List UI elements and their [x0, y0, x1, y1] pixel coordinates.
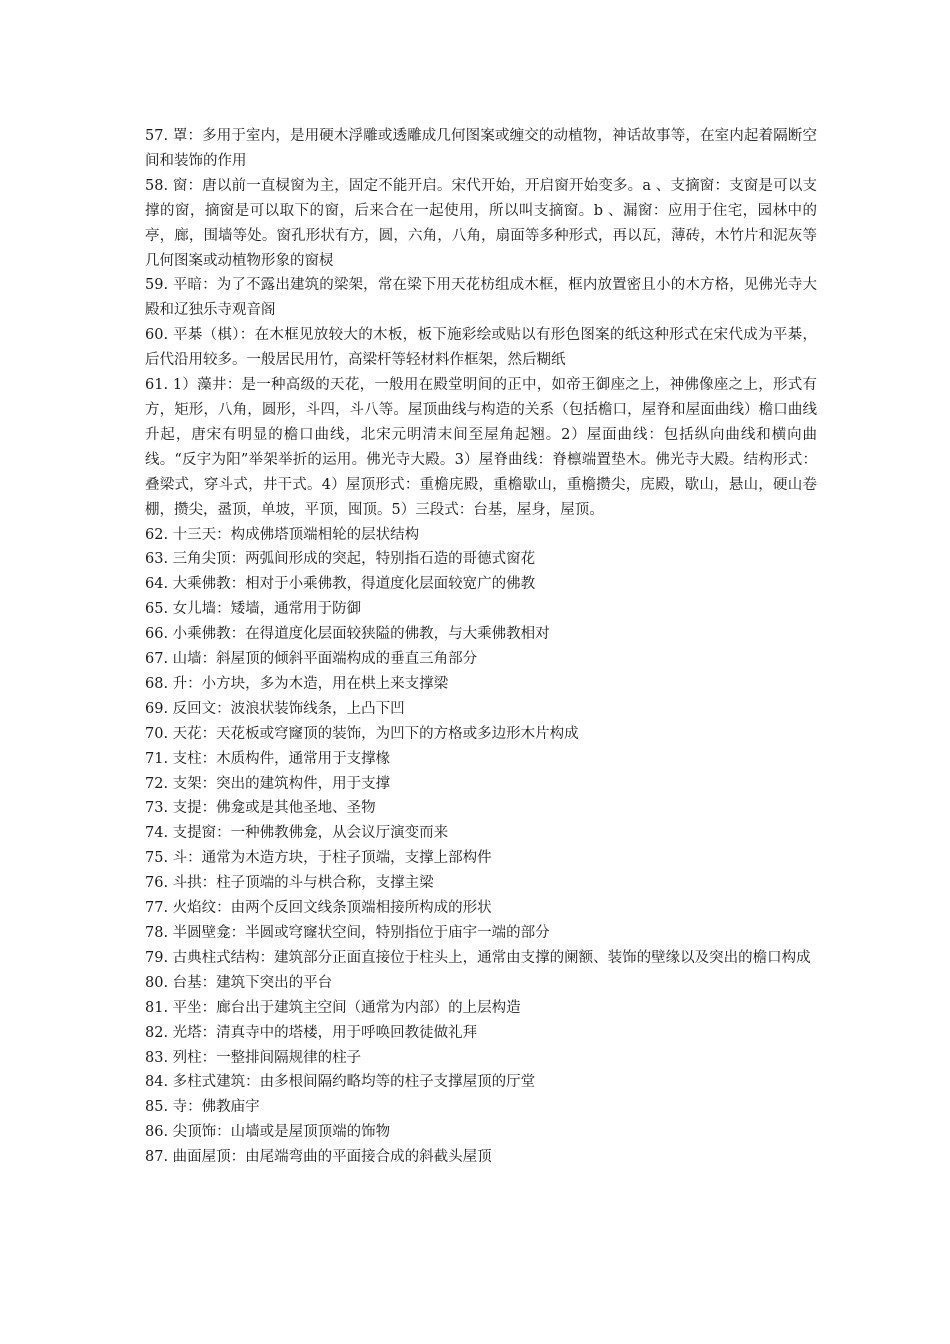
glossary-entry-86: 86. 尖顶饰：山墙或是屋顶顶端的饰物 [145, 1124, 391, 1141]
glossary-entry-57: 57. 罩：多用于室内，是用硬木浮雕或透雕成几何图案或缠交的动植物，神话故事等，在室内起着隔断空间和装饰的作用 [145, 128, 817, 169]
glossary-entry-63: 63. 三角尖顶：两弧间形成的突起，特别指石造的哥德式窗花 [145, 551, 536, 568]
glossary-text-body [145, 124, 817, 1170]
glossary-entry-62: 62. 十三天：构成佛塔顶端相轮的层状结构 [145, 526, 420, 543]
glossary-entry-70: 70. 天花：天花板或穹窿顶的装饰，为凹下的方格或多边形木片构成 [145, 725, 579, 742]
glossary-entry-74: 74. 支提窗：一种佛教佛龛，从会议厅演变而来 [145, 825, 449, 842]
glossary-entry-60: 60. 平棊（棋）：在木框见放较大的木板，板下施彩绘或贴以有形色图案的纸这种形式在宋代成为平棊，后代沿用较多。一般居民用竹，高梁杆等轻材料作框架，然后糊纸 [145, 327, 817, 369]
glossary-entry-71: 71. 支柱：木质构件，通常用于支撑椽 [145, 750, 391, 767]
glossary-entry-84: 84. 多柱式建筑：由多根间隔约略均等的柱子支撑屋顶的厅堂 [145, 1074, 536, 1091]
glossary-entry-67: 67. 山墙：斜屋顶的倾斜平面端构成的垂直三角部分 [145, 651, 478, 668]
glossary-entry-77: 77. 火焰纹：由两个反回文线条顶端相接所构成的形状 [145, 900, 492, 917]
glossary-entry-58: 58. 窗：唐以前一直棂窗为主，固定不能开启。宋代开始，开启窗开始变多。a 、支摘窗：支窗是可以支撑的窗，摘窗是可以取下的窗，后来合在一起使用，所以叫支摘窗。b 、漏窗：应用于住宅，园林中的亭，廊，围墙等处。窗孔形状有方，圆，六角，八角，扇面等多种形式，再以瓦，薄砖，木竹片和泥灰等几何图案或动植物形象的窗棂 [145, 177, 817, 269]
glossary-entry-61: 61. 1）藻井：是一种高级的天花，一般用在殿堂明间的正中，如帝王御座之上，神佛像座之上，形式有方，矩形，八角，圆形，斗四，斗八等。屋顶曲线与构造的关系（包括檐口，屋脊和屋面曲线）檐口曲线升起，唐宋有明显的檐口曲线，北宋元明清末间至屋角起翘。2）屋面曲线：包括纵向曲线和横向曲线。“反宇为阳”举架举折的运用。佛光寺大殿。3）屋脊曲线：脊檩端置垫木。佛光寺大殿。结构形式：叠梁式，穿斗式，井干式。4）屋顶形式：重檐庑殿，重檐歇山，重檐攒尖，庑殿，歇山，悬山，硬山卷棚，攒尖，盝顶，单坡，平顶，囤顶。5）三段式：台基，屋身，屋顶。 [145, 377, 817, 518]
glossary-entry-79: 79. 古典柱式结构：建筑部分正面直接位于柱头上，通常由支撑的阑额、装饰的壁缘以及突出的檐口构成 [145, 949, 811, 966]
glossary-entry-80: 80. 台基：建筑下突出的平台 [145, 974, 333, 991]
glossary-entry-83: 83. 列柱：一整排间隔规律的柱子 [145, 1049, 362, 1066]
glossary-entry-68: 68. 升：小方块，多为木造，用在栱上来支撑梁 [145, 675, 449, 692]
glossary-entry-66: 66. 小乘佛教：在得道度化层面较狭隘的佛教，与大乘佛教相对 [145, 626, 550, 643]
glossary-entry-69: 69. 反回文：波浪状装饰线条，上凸下凹 [145, 700, 405, 717]
glossary-entry-85: 85. 寺：佛教庙宇 [145, 1099, 260, 1116]
glossary-entry-78: 78. 半圆壁龛：半圆或穹窿状空间，特别指位于庙宇一端的部分 [145, 925, 550, 941]
glossary-entry-64: 64. 大乘佛教：相对于小乘佛教，得道度化层面较宽广的佛教 [145, 576, 536, 593]
glossary-entry-87: 87. 曲面屋顶：由尾端弯曲的平面接合成的斜截头屋顶 [145, 1149, 492, 1166]
glossary-entry-72: 72. 支架：突出的建筑构件，用于支撑 [145, 775, 391, 792]
glossary-entry-81: 81. 平坐：廊台出于建筑主空间（通常为内部）的上层构造 [145, 999, 521, 1016]
glossary-entry-73: 73. 支提：佛龛或是其他圣地、圣物 [145, 800, 376, 817]
glossary-entry-76: 76. 斗拱：柱子顶端的斗与栱合称，支撑主梁 [145, 875, 434, 892]
glossary-entry-82: 82. 光塔：清真寺中的塔楼，用于呼唤回教徒做礼拜 [145, 1024, 478, 1041]
glossary-entry-59: 59. 平暗：为了不露出建筑的梁架，常在梁下用天花枋组成木框，框内放置密且小的木方格，见佛光寺大殿和辽独乐寺观音阁 [145, 277, 817, 319]
glossary-entry-75: 75. 斗：通常为木造方块，于柱子顶端，支撑上部构件 [145, 850, 492, 867]
glossary-entry-65: 65. 女儿墙：矮墙，通常用于防御 [145, 601, 362, 618]
